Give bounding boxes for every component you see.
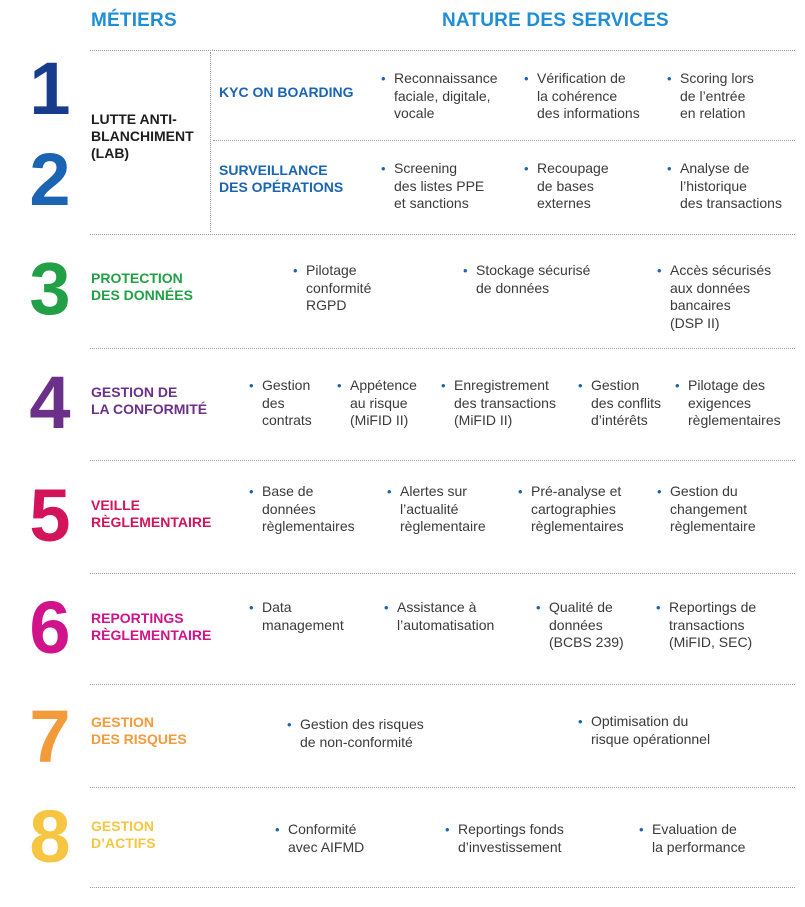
- sub-metier-surveillance: SURVEILLANCE DES OPÉRATIONS: [219, 162, 344, 195]
- service-item: • Accès sécurisés aux données bancaires (DSP II): [657, 262, 771, 332]
- service-item: • Reconnaissance faciale, digitale, vocale: [381, 70, 498, 123]
- separator-row-5: [90, 460, 795, 461]
- separator-row-3: [90, 234, 795, 235]
- separator-lab-sub: [213, 140, 795, 141]
- service-item: • Qualité de données (BCBS 239): [536, 599, 624, 652]
- metier-reportings-reglementaire: REPORTINGS RÈGLEMENTAIRE: [91, 610, 212, 643]
- row-number-2: 2: [29, 138, 71, 221]
- service-item: • Screening des listes PPE et sanctions: [381, 160, 484, 213]
- separator-top: [90, 50, 795, 51]
- service-item: • Data management: [249, 599, 344, 634]
- service-item: • Appétence au risque (MiFID II): [337, 377, 417, 430]
- row-number-8: 8: [29, 795, 71, 878]
- header-nature-des-services: NATURE DES SERVICES: [442, 10, 669, 31]
- metier-veille-reglementaire: VEILLE RÈGLEMENTAIRE: [91, 497, 212, 530]
- metier-gestion-des-risques: GESTION DES RISQUES: [91, 714, 187, 747]
- service-item: • Pilotage des exigences règlementaires: [675, 377, 781, 430]
- row-number-7: 7: [29, 695, 71, 778]
- separator-row-7: [90, 684, 795, 685]
- metier-protection-des-donnees: PROTECTION DES DONNÉES: [91, 270, 193, 303]
- row-number-5: 5: [29, 474, 71, 557]
- row-number-6: 6: [29, 586, 71, 669]
- service-item: • Reportings fonds d’investissement: [445, 821, 564, 856]
- separator-row-6: [90, 573, 795, 574]
- header-metiers: MÉTIERS: [91, 10, 177, 31]
- service-item: • Gestion des risques de non-conformité: [287, 716, 424, 751]
- separator-vertical-lab: [210, 52, 211, 232]
- sub-metier-kyc-on-boarding: KYC ON BOARDING: [219, 84, 354, 100]
- metier-lutte-anti-blanchiment: LUTTE ANTI- BLANCHIMENT (LAB): [91, 111, 194, 161]
- separator-bottom: [90, 887, 795, 888]
- metier-gestion-de-la-conformite: GESTION DE LA CONFORMITÉ: [91, 384, 208, 417]
- service-item: • Gestion du changement règlementaire: [657, 483, 756, 536]
- service-item: • Scoring lors de l’entrée en relation: [667, 70, 754, 123]
- service-item: • Conformité avec AIFMD: [275, 821, 364, 856]
- metier-gestion-d-actifs: GESTION D’ACTIFS: [91, 818, 156, 851]
- service-item: • Optimisation du risque opérationnel: [578, 713, 710, 748]
- row-number-4: 4: [29, 361, 71, 444]
- service-item: • Stockage sécurisé de données: [463, 262, 590, 297]
- separator-row-4: [90, 348, 795, 349]
- row-number-1: 1: [29, 47, 71, 130]
- service-item: • Reportings de transactions (MiFID, SEC): [656, 599, 756, 652]
- service-item: • Evaluation de la performance: [639, 821, 745, 856]
- service-item: • Gestion des conflits d’intérêts: [578, 377, 661, 430]
- service-item: • Alertes sur l’actualité règlementaire: [387, 483, 486, 536]
- row-number-3: 3: [29, 247, 71, 330]
- service-item: • Pilotage conformité RGPD: [293, 262, 371, 315]
- service-item: • Assistance à l’automatisation: [384, 599, 494, 634]
- service-item: • Pré-analyse et cartographies règlementaires: [518, 483, 624, 536]
- service-item: • Gestion des contrats: [249, 377, 312, 430]
- service-item: • Enregistrement des transactions (MiFID II): [441, 377, 556, 430]
- separator-row-8: [90, 787, 795, 788]
- service-item: • Recoupage de bases externes: [524, 160, 609, 213]
- service-item: • Analyse de l’historique des transactions: [667, 160, 782, 213]
- service-item: • Vérification de la cohérence des informations: [524, 70, 640, 123]
- service-item: • Base de données règlementaires: [249, 483, 355, 536]
